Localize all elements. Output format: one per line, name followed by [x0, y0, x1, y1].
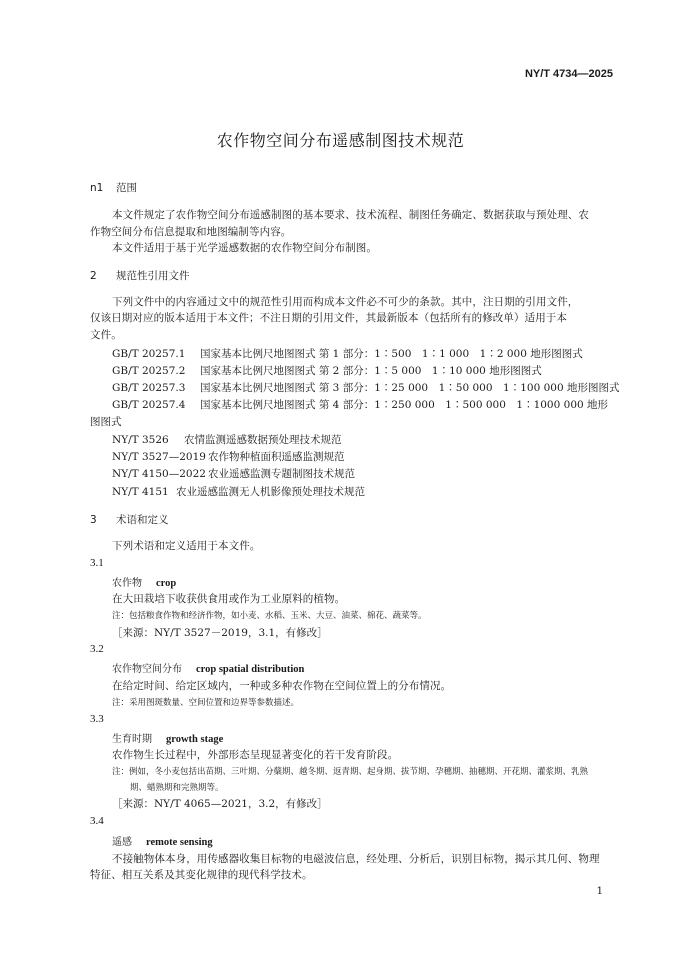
section-title: 范围	[116, 182, 137, 194]
term-name	[112, 833, 213, 848]
paragraph-line: 下列文件中的内容通过文中的规范性引用而构成本文件必不可少的条款。其中，注日期的引用文件，	[112, 296, 579, 308]
note-label: 注：	[112, 767, 130, 777]
paragraph-line: 仅该日期对应的版本适用于本文件；不注日期的引用文件，其最新版本（包括所有的修改单）适用于本	[90, 312, 567, 324]
term-name-zh: 农作物	[112, 578, 142, 589]
term-name-zh: 生育时期	[112, 734, 152, 745]
normative-reference	[112, 346, 583, 361]
note-text-continued: 期、蜡熟期和完熟期等。	[130, 783, 224, 793]
term-name-en: crop spatial distribution	[196, 664, 305, 675]
normative-reference	[112, 484, 365, 499]
note-label: 注：	[112, 698, 130, 708]
term-source: ［来源：NY/T 4065—2021，3.2，有修改］	[112, 798, 328, 810]
term-name-zh: 遥感	[112, 837, 132, 848]
term-name-en: crop	[156, 578, 177, 589]
standard-code: NY/T 4734—2025	[524, 68, 613, 80]
paragraph-line: 文件。	[90, 329, 122, 341]
reference-title: 农情监测遥感数据预处理技术规范	[184, 434, 342, 446]
reference-code: GB/T 20257.4	[112, 399, 186, 411]
reference-code: NY/T 3526	[112, 434, 169, 446]
paragraph-line: 本文件规定了农作物空间分布遥感制图的基本要求、技术流程、制图任务确定、数据获取与预处理、农	[112, 209, 589, 221]
term-name-zh: 农作物空间分布	[112, 664, 182, 675]
note-label: 注：	[112, 611, 130, 621]
term-name	[112, 660, 304, 675]
reference-code: NY/T 4151	[112, 486, 169, 498]
reference-title: 国家基本比例尺地图图式 第 3 部分：1∶25 000 1∶50 000 1∶100 000 地形图图式	[200, 382, 620, 394]
term-number: 3.4	[90, 815, 104, 827]
paragraph-line: 下列术语和定义适用于本文件。	[112, 540, 261, 552]
term-note	[112, 696, 299, 708]
reference-code: NY/T 3527—2019	[112, 451, 206, 463]
section-title: 规范性引用文件	[116, 270, 190, 282]
reference-title: 农业遥感监测无人机影像预处理技术规范	[176, 486, 365, 498]
normative-reference	[112, 397, 608, 412]
term-note	[112, 765, 588, 777]
section-number: 2	[90, 270, 97, 282]
reference-code: GB/T 20257.3	[112, 382, 186, 394]
reference-title: 农业遥感监测专题制图技术规范	[208, 468, 355, 480]
term-note	[112, 609, 427, 621]
term-definition-continued: 特征、相互关系及其变化规律的现代科学技术。	[90, 869, 313, 881]
reference-title-continued: 图图式	[90, 416, 122, 428]
term-number: 3.2	[90, 643, 104, 655]
reference-title: 国家基本比例尺地图图式 第 1 部分：1∶500 1∶1 000 1∶2 000 地形图图式	[200, 348, 583, 360]
note-text: 采用图斑数量、空间位置和边界等参数描述。	[129, 698, 300, 708]
normative-reference	[112, 432, 342, 447]
normative-reference	[112, 449, 345, 464]
reference-title: 农作物种植面积遥感监测规范	[208, 451, 345, 463]
reference-code: GB/T 20257.2	[112, 365, 186, 377]
term-name-en: remote sensing	[146, 837, 213, 848]
reference-title: 国家基本比例尺地图图式 第 2 部分：1∶5 000 1∶10 000 地形图图式	[200, 365, 542, 377]
page-number: 1	[596, 886, 603, 897]
normative-reference	[112, 363, 542, 378]
note-text: 包括粮食作物和经济作物，如小麦、水稻、玉米、大豆、油菜、棉花、蔬菜等。	[129, 611, 427, 621]
term-number: 3.3	[90, 713, 104, 725]
term-name-en: growth stage	[166, 734, 224, 745]
term-name	[112, 574, 176, 589]
document-title: 农作物空间分布遥感制图技术规范	[216, 131, 465, 150]
term-definition: 在大田栽培下收获供食用或作为工业原料的植物。	[112, 593, 346, 605]
reference-code: GB/T 20257.1	[112, 348, 186, 360]
term-source: ［来源：NY/T 3527－2019，3.1，有修改］	[112, 627, 328, 639]
section-2-heading	[90, 268, 190, 283]
reference-title: 国家基本比例尺地图图式 第 4 部分：1∶250 000 1∶500 000 1∶1000 000 地形	[200, 399, 609, 411]
section-3-heading	[90, 512, 169, 527]
term-number: 3.1	[90, 557, 104, 569]
reference-code: NY/T 4150—2022	[112, 468, 206, 480]
note-text: 例如，冬小麦包括出苗期、三叶期、分蘖期、越冬期、返青期、起身期、拔节期、孕穗期、抽穗期、开花期、灌浆期、乳熟	[129, 767, 589, 777]
term-name	[112, 730, 223, 745]
normative-reference	[112, 380, 619, 395]
section-title: 术语和定义	[116, 514, 169, 526]
section-1-heading	[90, 180, 137, 195]
term-definition: 农作物生长过程中，外部形态呈现显著变化的若干发育阶段。	[112, 749, 399, 761]
section-number: n1	[90, 182, 104, 194]
section-number: 3	[90, 514, 97, 526]
term-definition: 在给定时间、给定区域内，一种或多种农作物在空间位置上的分布情况。	[112, 680, 452, 692]
term-definition: 不接触物体本身，用传感器收集目标物的电磁波信息，经处理、分析后，识别目标物，揭示其几何、物理	[112, 853, 600, 865]
paragraph-line: 作物空间分布信息提取和地图编制等内容。	[90, 226, 292, 238]
paragraph-line: 本文件适用于基于光学遥感数据的农作物空间分布制图。	[112, 242, 377, 254]
normative-reference	[112, 466, 355, 481]
